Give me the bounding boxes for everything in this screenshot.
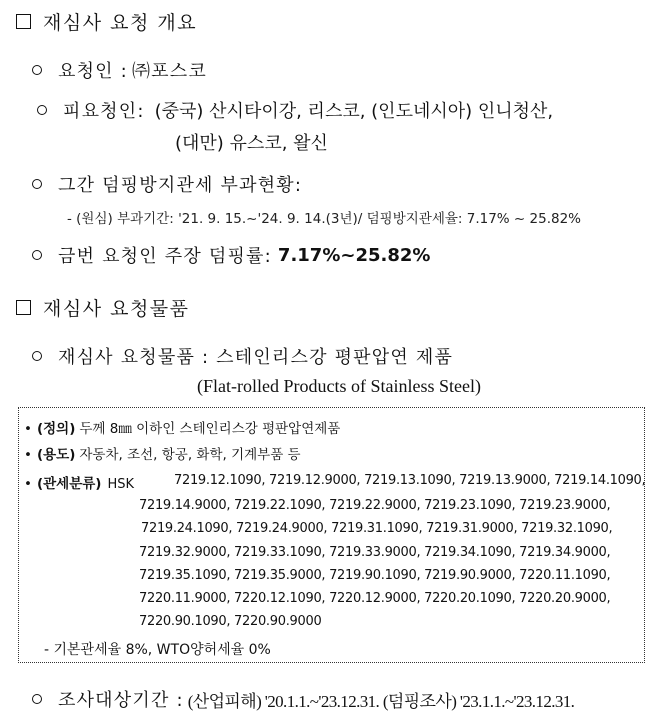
circle-bullet-icon xyxy=(32,250,42,260)
section-title: 재심사 요청 개요 xyxy=(43,12,198,34)
hs-code-list-row: 7219.35.1090, 7219.35.9000, 7219.90.1090, 7219.90.9000, 7220.11.1090, xyxy=(139,568,611,583)
product-label: 재심사 요청물품 : 스테인리스강 평판압연 제품 xyxy=(58,347,454,368)
circle-bullet-icon xyxy=(32,65,42,75)
product-info-box xyxy=(18,407,645,663)
section-title: 재심사 요청물품 xyxy=(43,298,190,320)
period-label: 조사대상기간 : xyxy=(58,690,184,711)
checkbox-square-icon xyxy=(16,300,31,315)
respondent-line2: (대만) 유스코, 왈신 xyxy=(175,133,328,154)
requester-label: 요청인 : xyxy=(58,61,128,82)
section-heading-overview xyxy=(16,8,197,35)
hs-code-line xyxy=(24,472,134,492)
circle-bullet-icon xyxy=(32,351,42,361)
hs-prefix: HSK xyxy=(107,477,135,492)
usage-line xyxy=(24,443,301,463)
hs-tag: (관세분류) xyxy=(36,476,102,492)
section-heading-product xyxy=(16,294,190,321)
claim-label: 금번 요청인 주장 덤핑률: xyxy=(58,246,272,267)
definition-tag: (정의) xyxy=(36,421,76,437)
definition-text: 두께 8㎜ 이하인 스테인리스강 평판압연제품 xyxy=(79,421,341,437)
history-label: 그간 덤핑방지관세 부과현황: xyxy=(58,175,303,196)
hs-code-list-row: 7219.14.9000, 7219.22.1090, 7219.22.9000, 7219.23.1090, 7219.23.9000, xyxy=(139,498,611,513)
tariff-note: - 기본관세율 8%, WTO양허세율 0% xyxy=(44,642,271,658)
requester-value: ㈜포스코 xyxy=(131,61,207,82)
history-row xyxy=(32,171,302,197)
dot-bullet-icon: • xyxy=(24,447,32,463)
claim-value: 7.17%~25.82% xyxy=(277,244,431,266)
usage-text: 자동차, 조선, 항공, 화학, 기계부품 등 xyxy=(79,447,301,463)
hs-code-list-row: 7220.11.9000, 7220.12.1090, 7220.12.9000, 7220.20.1090, 7220.20.9000, xyxy=(139,591,611,606)
history-detail: - (원심) 부과기간: '21. 9. 15.~'24. 9. 14.(3년)/ 덤핑방지관세율: 7.17% ~ 25.82% xyxy=(67,211,581,227)
circle-bullet-icon xyxy=(37,105,47,115)
checkbox-square-icon xyxy=(16,14,31,29)
claim-row xyxy=(32,242,430,268)
circle-bullet-icon xyxy=(32,179,42,189)
respondent-row xyxy=(37,97,553,123)
dot-bullet-icon: • xyxy=(24,421,32,437)
hs-code-list-row: 7220.90.1090, 7220.90.9000 xyxy=(139,614,322,629)
period-value: (산업피해) '20.1.1.~'23.12.31. (덤핑조사) '23.1.1.~'23.12.31. xyxy=(187,691,575,711)
requester-row xyxy=(32,57,207,83)
usage-tag: (용도) xyxy=(36,447,76,463)
respondent-label: 피요청인: xyxy=(63,101,145,122)
circle-bullet-icon xyxy=(32,694,42,704)
product-english-name: (Flat-rolled Products of Stainless Steel) xyxy=(197,376,481,396)
hs-code-list-row: 7219.32.9000, 7219.33.1090, 7219.33.9000, 7219.34.1090, 7219.34.9000, xyxy=(139,545,611,560)
hs-code-list-row: 7219.24.1090, 7219.24.9000, 7219.31.1090, 7219.31.9000, 7219.32.1090, xyxy=(141,521,613,536)
hs-code-list-row: 7219.12.1090, 7219.12.9000, 7219.13.1090, 7219.13.9000, 7219.14.1090, xyxy=(174,473,646,488)
respondent-line1: (중국) 산시타이강, 리스코, (인도네시아) 인니청산, xyxy=(154,101,554,122)
definition-line xyxy=(24,417,340,437)
period-row xyxy=(32,686,574,712)
dot-bullet-icon: • xyxy=(24,476,32,492)
product-row xyxy=(32,343,453,369)
